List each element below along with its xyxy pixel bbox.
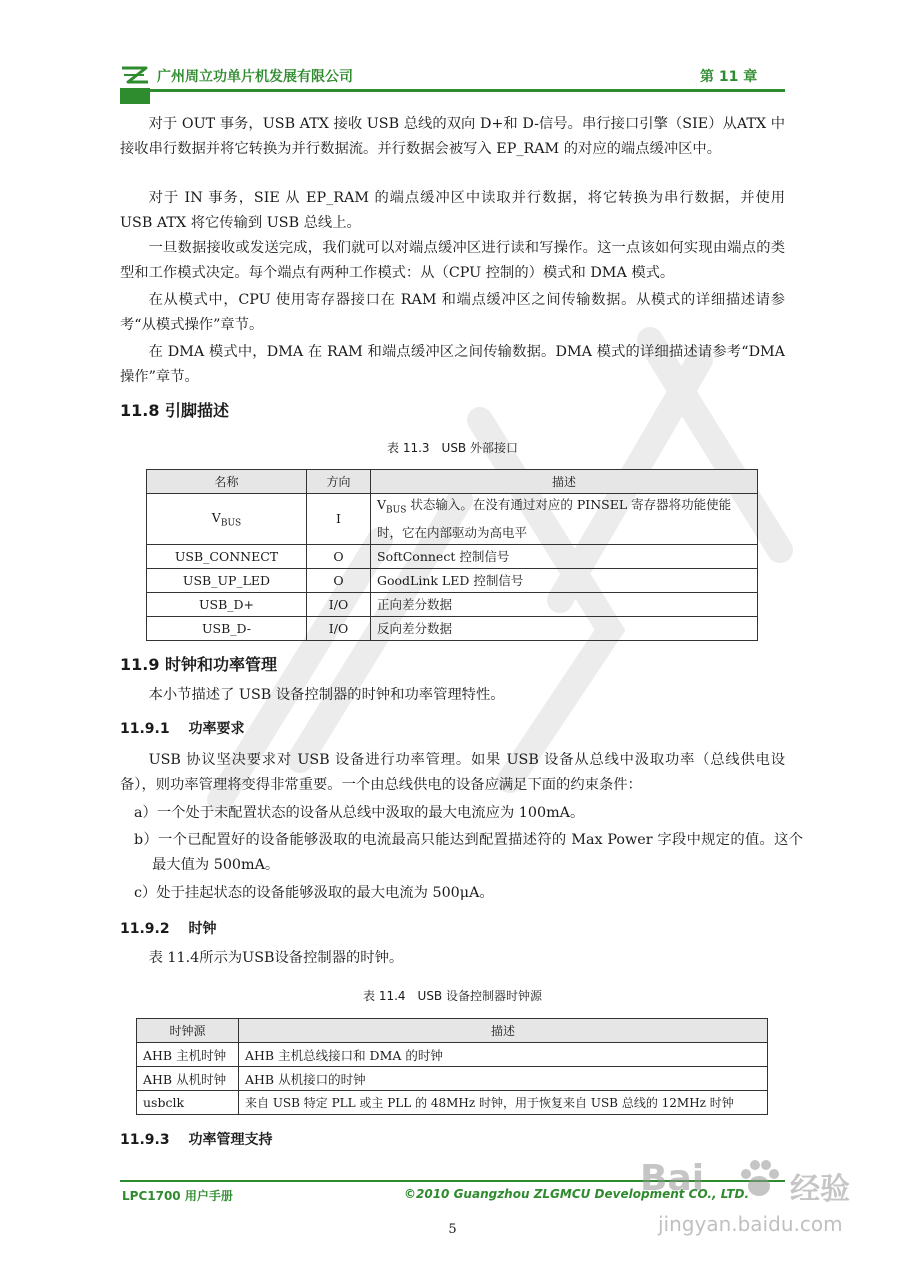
cell-clock-source: usbclk — [137, 1091, 239, 1115]
table-row — [147, 592, 758, 616]
subsection-heading-11-9-3: 11.9.3 功率管理支持 — [120, 1132, 273, 1148]
table-row — [137, 1091, 768, 1115]
paragraph-buffer-access: 一旦数据接收或发送完成，我们就可以对端点缓冲区进行读和写操作。这一点该如何实现由端点的类型和工作模式决定。每个端点有两种工作模式：从（CPU 控制的）模式和 DMA 模式。 — [120, 240, 785, 281]
cell-name: USB_UP_LED — [147, 568, 307, 592]
footer-copyright: ©2010 Guangzhou ZLGMCU Development CO., LTD. — [404, 1187, 750, 1201]
cell-description: GoodLink LED 控制信号 — [371, 568, 758, 592]
cell-clock-source: AHB 从机时钟 — [137, 1067, 239, 1091]
subsection-heading-11-9-2: 11.9.2 时钟 — [120, 921, 217, 937]
list-item-a: a）一个处于未配置状态的设备从总线中汲取的最大电流应为 100mA。 — [134, 805, 585, 821]
baidu-watermark — [640, 1150, 870, 1250]
header-chapter: 第 11 章 — [700, 69, 758, 85]
cell-description: AHB 主机总线接口和 DMA 的时钟 — [239, 1043, 768, 1067]
page-number: 5 — [448, 1222, 457, 1237]
table-caption-11-3: 表 11.3 USB 外部接口 — [387, 441, 518, 455]
baidu-logo: Bai — [640, 1158, 705, 1199]
table-caption-11-4: 表 11.4 USB 设备控制器时钟源 — [363, 989, 542, 1003]
cell-description: 来自 USB 特定 PLL 或主 PLL 的 48MHz 时钟，用于恢复来自 USB 总线的 12MHz 时钟 — [239, 1091, 768, 1115]
paragraph-clocks: 表 11.4所示为USB设备控制器的时钟。 — [148, 950, 404, 966]
cell-name: USB_CONNECT — [147, 544, 307, 568]
section-heading-11-8: 11.8 引脚描述 — [120, 401, 230, 420]
paragraph-slave-mode: 在从模式中，CPU 使用寄存器接口在 RAM 和端点缓冲区之间传输数据。从模式的详细描述请参考“从模式操作”章节。 — [120, 292, 785, 333]
cell-direction: I/O — [307, 592, 371, 616]
cell-name: USB_D+ — [147, 592, 307, 616]
zlg-logo-icon — [120, 64, 150, 86]
table-row — [137, 1043, 768, 1067]
paw-icon — [736, 1156, 782, 1202]
cell-direction: O — [307, 568, 371, 592]
table-row — [147, 616, 758, 640]
cell-description: 正向差分数据 — [371, 592, 758, 616]
cell-clock-source: AHB 主机时钟 — [137, 1043, 239, 1067]
header-rule — [120, 89, 785, 92]
cell-name: USB_D- — [147, 616, 307, 640]
section-heading-11-9: 11.9 时钟和功率管理 — [120, 655, 278, 674]
paragraph-dma-mode: 在 DMA 模式中，DMA 在 RAM 和端点缓冲区之间传输数据。DMA 模式的详细描述请参考“DMA 操作”章节。 — [120, 344, 785, 385]
cell-direction: I — [307, 494, 371, 545]
cell-direction: O — [307, 544, 371, 568]
cell-direction: I/O — [307, 616, 371, 640]
cell-description: $V_{BUS}$ 状态输入。在没有通过对应的 PINSEL 寄存器将功能使能时，它在内部驱动为高电平 — [371, 494, 758, 545]
cell-description: SoftConnect 控制信号 — [371, 544, 758, 568]
table-row — [147, 544, 758, 568]
table-row — [147, 494, 758, 545]
cell-description: AHB 从机接口的时钟 — [239, 1067, 768, 1091]
column-header-clock-source: 时钟源 — [137, 1019, 239, 1043]
baidu-url: jingyan.baidu.com — [658, 1212, 843, 1236]
list-item-c: c）处于挂起状态的设备能够汲取的最大电流为 500μA。 — [134, 885, 494, 901]
table-header-row — [137, 1019, 768, 1043]
list-item-b: b）一个已配置好的设备能够汲取的电流最高只能达到配置描述符的 Max Power 字段中规定的值。这个最大值为 500mA。 — [134, 832, 803, 873]
column-header-name: 名称 — [147, 470, 307, 494]
paragraph-out-transaction: 对于 OUT 事务，USB ATX 接收 USB 总线的双向 D+和 D-信号。串行接口引擎（SIE）从ATX 中接收串行数据并将它转换为并行数据流。并行数据会被写入 EP_RAM 的对应的端点缓冲区中。 — [120, 116, 785, 157]
column-header-description: 描述 — [371, 470, 758, 494]
paragraph-in-transaction: 对于 IN 事务，SIE 从 EP_RAM 的端点缓冲区中读取并行数据，将它转换为串行数据，并使用 USB ATX 将它传输到 USB 总线上。 — [120, 190, 785, 231]
footer-manual-title: LPC1700 用户手册 — [122, 1189, 233, 1203]
baidu-jingyan-text: 经验 — [790, 1172, 850, 1207]
paragraph-power-requirements: USB 协议坚决要求对 USB 设备进行功率管理。如果 USB 设备从总线中汲取功率（总线供电设备），则功率管理将变得非常重要。一个由总线供电的设备应满足下面的约束条件： — [120, 752, 785, 793]
cell-name: $V_{BUS}$ — [147, 494, 307, 545]
table-row — [137, 1067, 768, 1091]
table-header-row — [147, 470, 758, 494]
paragraph-11-9-intro: 本小节描述了 USB 设备控制器的时钟和功率管理特性。 — [148, 687, 505, 703]
clock-source-table — [136, 1018, 768, 1115]
table-row — [147, 568, 758, 592]
column-header-direction: 方向 — [307, 470, 371, 494]
header-company: 广州周立功单片机发展有限公司 — [157, 69, 353, 85]
subsection-heading-11-9-1: 11.9.1 功率要求 — [120, 721, 245, 737]
column-header-description: 描述 — [239, 1019, 768, 1043]
usb-interface-table — [146, 469, 758, 641]
cell-description: 反向差分数据 — [371, 616, 758, 640]
